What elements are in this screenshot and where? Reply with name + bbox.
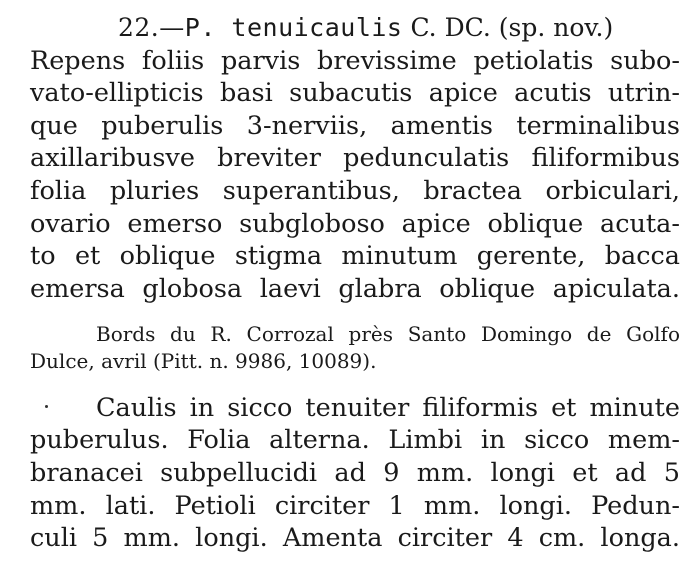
species-name: P. tenuicaulis	[184, 13, 403, 42]
species-note: (sp. nov.)	[498, 13, 614, 42]
print-speck	[45, 405, 48, 408]
description-line: folia pluries superantibus, bractea orbiculari,	[30, 176, 680, 206]
description-line: Repens foliis parvis brevissime petiolatis subo-	[30, 46, 680, 76]
description-line: axillaribusve breviter pedunculatis filiformibus	[30, 143, 680, 173]
notes-line: branacei subpellucidi ad 9 mm. longi et ad 5	[30, 458, 680, 488]
species-number: 22.—	[118, 13, 185, 42]
species-author: C. DC.	[410, 13, 491, 42]
notes-line: culi 5 mm. longi. Amenta circiter 4 cm. longa.	[30, 523, 680, 553]
description-line: vato-ellipticis basi subacutis apice acutis utrin-	[30, 78, 680, 108]
description-line: to et oblique stigma minutum gerente, bacca	[30, 241, 680, 271]
notes-line: mm. lati. Petioli circiter 1 mm. longi. Pedun-	[30, 491, 680, 521]
description-line: emersa globosa laevi glabra oblique apiculata.	[30, 274, 680, 304]
description-line: que puberulis 3-nerviis, amentis terminalibus	[30, 111, 680, 141]
species-heading	[118, 12, 613, 44]
notes-line: Caulis in sicco tenuiter filiformis et minute	[96, 393, 680, 423]
locality-line: Dulce, avril (Pitt. n. 9986, 10089).	[30, 349, 377, 373]
description-line: ovario emerso subgloboso apice oblique acuta-	[30, 209, 680, 239]
notes-line: puberulus. Folia alterna. Limbi in sicco mem-	[30, 425, 680, 455]
locality-line: Bords du R. Corrozal près Santo Domingo de Golfo	[96, 322, 680, 346]
